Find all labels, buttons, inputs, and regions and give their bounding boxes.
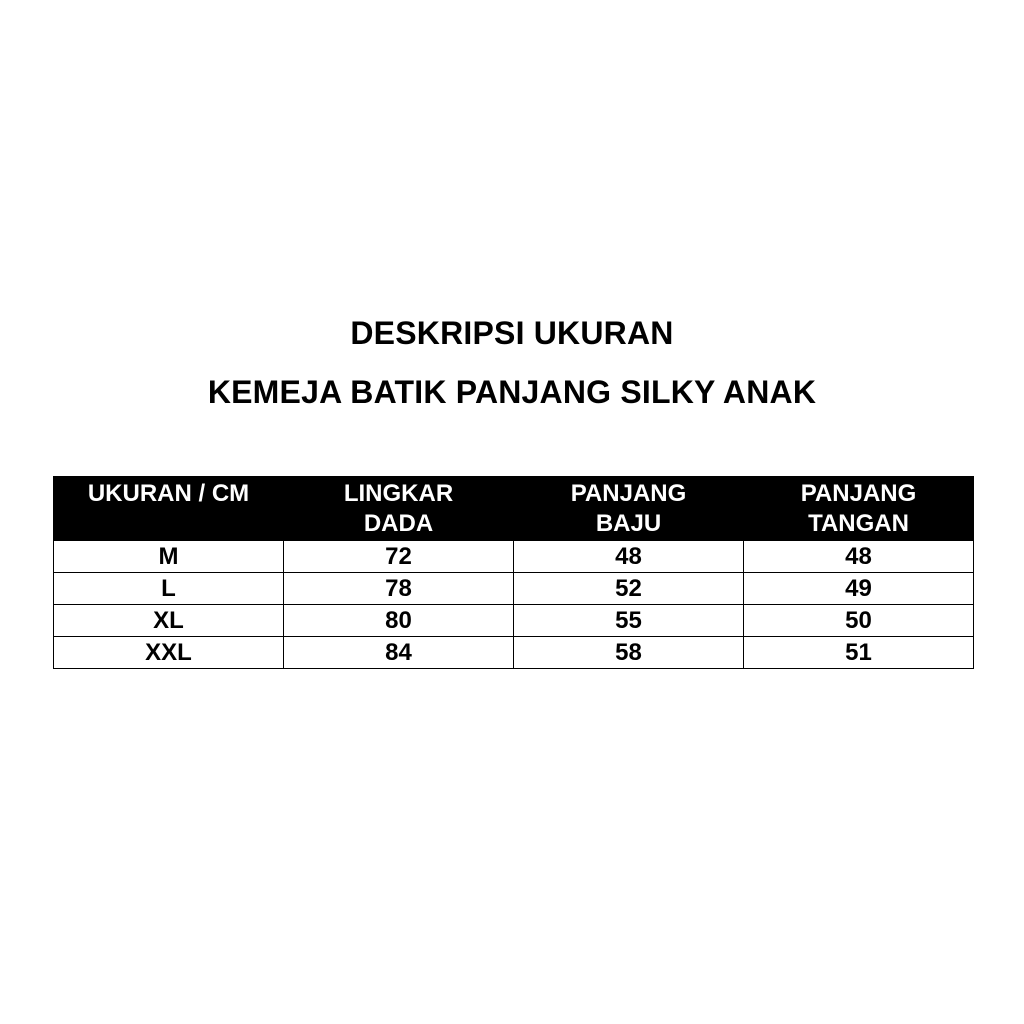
table-header [54, 477, 974, 541]
cell-sleeve-length: 48 [744, 541, 974, 573]
cell-shirt-length: 55 [514, 605, 744, 637]
cell-shirt-length: 58 [514, 637, 744, 669]
cell-sleeve-length: 50 [744, 605, 974, 637]
header-size [54, 477, 284, 541]
cell-sleeve-length: 49 [744, 573, 974, 605]
cell-size: XXL [54, 637, 284, 669]
cell-size: M [54, 541, 284, 573]
cell-sleeve-length: 51 [744, 637, 974, 669]
header-row [54, 477, 974, 541]
cell-chest: 72 [284, 541, 514, 573]
table-row [54, 541, 974, 573]
header-chest-line1: LINGKAR [343, 480, 454, 507]
table-body [54, 541, 974, 669]
header-shirt-length-line1: PANJANG [570, 480, 687, 507]
header-sleeve-length [744, 477, 974, 541]
size-chart-table [53, 476, 974, 669]
header-size-label: UKURAN / CM [87, 480, 250, 507]
cell-chest: 78 [284, 573, 514, 605]
header-shirt-length [514, 477, 744, 541]
cell-shirt-length: 52 [514, 573, 744, 605]
cell-size: L [54, 573, 284, 605]
header-chest-line2: DADA [363, 510, 434, 537]
cell-chest: 80 [284, 605, 514, 637]
cell-shirt-length: 48 [514, 541, 744, 573]
page-title: DESKRIPSI UKURAN [350, 315, 674, 351]
header-chest-circumference [284, 477, 514, 541]
table-row [54, 637, 974, 669]
table-row [54, 573, 974, 605]
header-sleeve-length-line1: PANJANG [800, 480, 917, 507]
cell-chest: 84 [284, 637, 514, 669]
header-shirt-length-line2: BAJU [595, 510, 662, 537]
cell-size: XL [54, 605, 284, 637]
table-row [54, 605, 974, 637]
page-subtitle: KEMEJA BATIK PANJANG SILKY ANAK [207, 374, 817, 410]
header-sleeve-length-line2: TANGAN [808, 510, 909, 537]
